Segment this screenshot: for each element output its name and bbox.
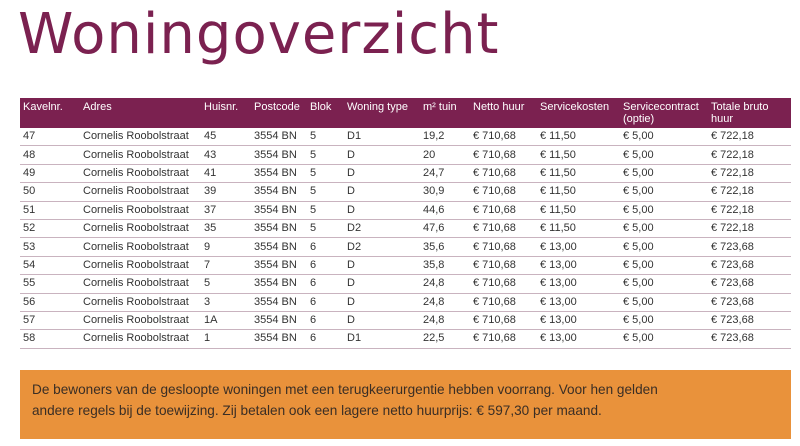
cell-servicekosten: € 13,00 [537, 311, 620, 329]
cell-huisnr: 1 [201, 330, 251, 348]
cell-woning-type: D [344, 146, 420, 164]
table-row [20, 238, 791, 256]
table-row [20, 164, 791, 182]
cell-adres: Cornelis Roobolstraat [80, 311, 201, 329]
cell-blok: 5 [307, 219, 344, 237]
cell-kavelnr: 57 [20, 311, 80, 329]
cell-totale-bruto-huur: € 722,18 [708, 146, 791, 164]
cell-servicecontract: € 5,00 [620, 330, 708, 348]
cell-adres: Cornelis Roobolstraat [80, 330, 201, 348]
cell-m2-tuin: 24,7 [420, 164, 470, 182]
cell-m2-tuin: 19,2 [420, 128, 470, 146]
cell-woning-type: D [344, 164, 420, 182]
cell-netto-huur: € 710,68 [470, 146, 537, 164]
cell-netto-huur: € 710,68 [470, 330, 537, 348]
priority-notice [20, 370, 791, 439]
cell-blok: 6 [307, 238, 344, 256]
cell-woning-type: D [344, 275, 420, 293]
cell-servicecontract: € 5,00 [620, 201, 708, 219]
cell-woning-type: D [344, 201, 420, 219]
cell-netto-huur: € 710,68 [470, 183, 537, 201]
table-row [20, 311, 791, 329]
cell-postcode: 3554 BN [251, 293, 307, 311]
cell-woning-type: D1 [344, 330, 420, 348]
cell-kavelnr: 51 [20, 201, 80, 219]
cell-adres: Cornelis Roobolstraat [80, 238, 201, 256]
cell-huisnr: 7 [201, 256, 251, 274]
cell-postcode: 3554 BN [251, 128, 307, 146]
column-header-servicecontract: Servicecontract (optie) [620, 98, 708, 128]
cell-huisnr: 3 [201, 293, 251, 311]
cell-totale-bruto-huur: € 723,68 [708, 293, 791, 311]
column-header-m2-tuin: m² tuin [420, 98, 470, 128]
cell-netto-huur: € 710,68 [470, 238, 537, 256]
cell-adres: Cornelis Roobolstraat [80, 275, 201, 293]
cell-servicecontract: € 5,00 [620, 128, 708, 146]
cell-huisnr: 45 [201, 128, 251, 146]
page-title: Woningoverzicht [18, 2, 500, 67]
cell-netto-huur: € 710,68 [470, 128, 537, 146]
column-header-netto-huur: Netto huur [470, 98, 537, 128]
cell-netto-huur: € 710,68 [470, 275, 537, 293]
cell-m2-tuin: 20 [420, 146, 470, 164]
cell-servicecontract: € 5,00 [620, 146, 708, 164]
cell-woning-type: D [344, 256, 420, 274]
cell-kavelnr: 54 [20, 256, 80, 274]
cell-huisnr: 5 [201, 275, 251, 293]
cell-totale-bruto-huur: € 722,18 [708, 183, 791, 201]
cell-servicekosten: € 13,00 [537, 293, 620, 311]
cell-blok: 5 [307, 164, 344, 182]
cell-m2-tuin: 47,6 [420, 219, 470, 237]
cell-totale-bruto-huur: € 723,68 [708, 311, 791, 329]
cell-huisnr: 43 [201, 146, 251, 164]
table-header-row [20, 98, 791, 128]
cell-servicekosten: € 13,00 [537, 238, 620, 256]
cell-adres: Cornelis Roobolstraat [80, 201, 201, 219]
cell-postcode: 3554 BN [251, 201, 307, 219]
table-row [20, 219, 791, 237]
cell-totale-bruto-huur: € 723,68 [708, 330, 791, 348]
column-header-huisnr: Huisnr. [201, 98, 251, 128]
cell-postcode: 3554 BN [251, 256, 307, 274]
column-header-woning-type: Woning type [344, 98, 420, 128]
table-row [20, 275, 791, 293]
cell-blok: 5 [307, 183, 344, 201]
cell-huisnr: 39 [201, 183, 251, 201]
cell-kavelnr: 50 [20, 183, 80, 201]
housing-table [20, 98, 791, 349]
cell-blok: 6 [307, 293, 344, 311]
cell-m2-tuin: 35,6 [420, 238, 470, 256]
column-header-totale-bruto-huur: Totale bruto huur [708, 98, 791, 128]
notice-line-1: De bewoners van de gesloopte woningen met een terugkeerurgentie hebben voorrang. Voor hen gelden [32, 382, 658, 397]
cell-huisnr: 35 [201, 219, 251, 237]
cell-totale-bruto-huur: € 722,18 [708, 128, 791, 146]
cell-servicekosten: € 11,50 [537, 164, 620, 182]
cell-servicecontract: € 5,00 [620, 293, 708, 311]
column-header-blok: Blok [307, 98, 344, 128]
cell-huisnr: 37 [201, 201, 251, 219]
cell-woning-type: D [344, 293, 420, 311]
cell-netto-huur: € 710,68 [470, 164, 537, 182]
cell-blok: 5 [307, 128, 344, 146]
table-row [20, 183, 791, 201]
cell-blok: 5 [307, 201, 344, 219]
cell-totale-bruto-huur: € 722,18 [708, 164, 791, 182]
cell-blok: 6 [307, 256, 344, 274]
table-body [20, 128, 791, 348]
cell-adres: Cornelis Roobolstraat [80, 146, 201, 164]
cell-kavelnr: 53 [20, 238, 80, 256]
column-header-servicekosten: Servicekosten [537, 98, 620, 128]
cell-woning-type: D2 [344, 238, 420, 256]
cell-kavelnr: 58 [20, 330, 80, 348]
cell-woning-type: D [344, 183, 420, 201]
cell-postcode: 3554 BN [251, 183, 307, 201]
cell-adres: Cornelis Roobolstraat [80, 219, 201, 237]
table-row [20, 146, 791, 164]
cell-servicecontract: € 5,00 [620, 183, 708, 201]
cell-m2-tuin: 24,8 [420, 311, 470, 329]
cell-postcode: 3554 BN [251, 164, 307, 182]
column-header-adres: Adres [80, 98, 201, 128]
cell-woning-type: D1 [344, 128, 420, 146]
cell-huisnr: 41 [201, 164, 251, 182]
cell-servicecontract: € 5,00 [620, 164, 708, 182]
cell-totale-bruto-huur: € 722,18 [708, 219, 791, 237]
cell-netto-huur: € 710,68 [470, 293, 537, 311]
table-row [20, 293, 791, 311]
cell-kavelnr: 49 [20, 164, 80, 182]
column-header-kavelnr: Kavelnr. [20, 98, 80, 128]
cell-postcode: 3554 BN [251, 330, 307, 348]
table-header [20, 98, 791, 128]
cell-blok: 5 [307, 146, 344, 164]
cell-totale-bruto-huur: € 723,68 [708, 275, 791, 293]
cell-servicecontract: € 5,00 [620, 311, 708, 329]
cell-totale-bruto-huur: € 723,68 [708, 256, 791, 274]
cell-m2-tuin: 35,8 [420, 256, 470, 274]
cell-servicekosten: € 11,50 [537, 219, 620, 237]
cell-servicecontract: € 5,00 [620, 275, 708, 293]
cell-m2-tuin: 44,6 [420, 201, 470, 219]
cell-totale-bruto-huur: € 723,68 [708, 238, 791, 256]
cell-woning-type: D [344, 311, 420, 329]
cell-adres: Cornelis Roobolstraat [80, 293, 201, 311]
cell-servicekosten: € 13,00 [537, 275, 620, 293]
cell-blok: 6 [307, 311, 344, 329]
cell-totale-bruto-huur: € 722,18 [708, 201, 791, 219]
table-row [20, 330, 791, 348]
cell-netto-huur: € 710,68 [470, 201, 537, 219]
cell-netto-huur: € 710,68 [470, 311, 537, 329]
cell-huisnr: 9 [201, 238, 251, 256]
cell-postcode: 3554 BN [251, 146, 307, 164]
notice-line-2: andere regels bij de toewijzing. Zij betalen ook een lagere netto huurprijs: € 597,30 per maand. [32, 403, 602, 418]
cell-adres: Cornelis Roobolstraat [80, 164, 201, 182]
cell-kavelnr: 55 [20, 275, 80, 293]
cell-netto-huur: € 710,68 [470, 219, 537, 237]
cell-kavelnr: 47 [20, 128, 80, 146]
cell-servicekosten: € 13,00 [537, 256, 620, 274]
cell-adres: Cornelis Roobolstraat [80, 128, 201, 146]
cell-m2-tuin: 24,8 [420, 293, 470, 311]
cell-m2-tuin: 22,5 [420, 330, 470, 348]
cell-servicekosten: € 11,50 [537, 201, 620, 219]
cell-huisnr: 1A [201, 311, 251, 329]
cell-netto-huur: € 710,68 [470, 256, 537, 274]
column-header-postcode: Postcode [251, 98, 307, 128]
table-row [20, 256, 791, 274]
cell-servicekosten: € 11,50 [537, 146, 620, 164]
cell-m2-tuin: 24,8 [420, 275, 470, 293]
cell-adres: Cornelis Roobolstraat [80, 183, 201, 201]
table-row [20, 128, 791, 146]
cell-servicekosten: € 11,50 [537, 128, 620, 146]
cell-kavelnr: 52 [20, 219, 80, 237]
cell-servicecontract: € 5,00 [620, 256, 708, 274]
cell-postcode: 3554 BN [251, 219, 307, 237]
cell-m2-tuin: 30,9 [420, 183, 470, 201]
cell-servicecontract: € 5,00 [620, 238, 708, 256]
cell-blok: 6 [307, 330, 344, 348]
cell-kavelnr: 48 [20, 146, 80, 164]
cell-servicekosten: € 13,00 [537, 330, 620, 348]
cell-woning-type: D2 [344, 219, 420, 237]
table-row [20, 201, 791, 219]
cell-postcode: 3554 BN [251, 238, 307, 256]
cell-servicecontract: € 5,00 [620, 219, 708, 237]
cell-servicekosten: € 11,50 [537, 183, 620, 201]
cell-adres: Cornelis Roobolstraat [80, 256, 201, 274]
cell-postcode: 3554 BN [251, 275, 307, 293]
cell-postcode: 3554 BN [251, 311, 307, 329]
cell-kavelnr: 56 [20, 293, 80, 311]
cell-blok: 6 [307, 275, 344, 293]
